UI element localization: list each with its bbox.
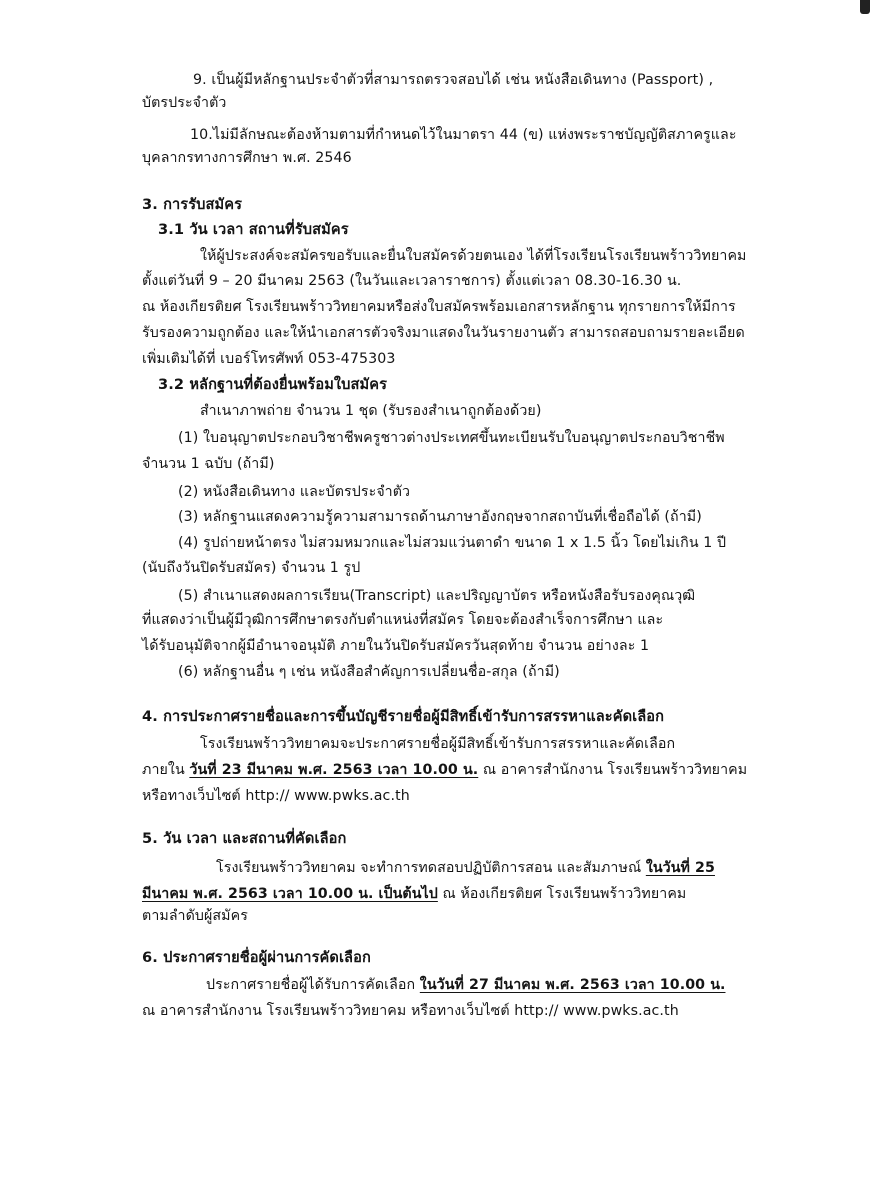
section-3-1-line-2: ตั้งแต่วันที่ 9 – 20 มีนาคม 2563 (ในวันและเวลาราชการ) ตั้งแต่เวลา 08.30-16.30 น. bbox=[142, 273, 682, 289]
scan-edge-mark bbox=[860, 0, 870, 14]
selection-date-part-2: มีนาคม พ.ศ. 2563 เวลา 10.00 น. เป็นต้นไป bbox=[142, 886, 438, 902]
section-4-line-2-prefix: ภายใน bbox=[142, 762, 190, 778]
document-item-5-line-3: ได้รับอนุมัติจากผู้มีอำนาจอนุมัติ ภายในวันปิดรับสมัครวันสุดท้าย จำนวน อย่างละ 1 bbox=[142, 638, 650, 654]
document-item-4-line-1: (4) รูปถ่ายหน้าตรง ไม่สวมหมวกและไม่สวมแว่นตาดำ ขนาด 1 x 1.5 นิ้ว โดยไม่เกิน 1 ปี bbox=[178, 535, 727, 551]
document-item-5-line-2: ที่แสดงว่าเป็นผู้มีวุฒิการศึกษาตรงกับตำแหน่งที่สมัคร โดยจะต้องสำเร็จการศึกษา และ bbox=[142, 612, 664, 628]
qualification-9-line-1: 9. เป็นผู้มีหลักฐานประจำตัวที่สามารถตรวจสอบได้ เช่น หนังสือเดินทาง (Passport) , bbox=[193, 72, 714, 88]
section-4-heading: 4. การประกาศรายชื่อและการขึ้นบัญชีรายชื่อผู้มีสิทธิ์เข้ารับการสรรหาและคัดเลือก bbox=[142, 708, 665, 725]
section-5-line-1 bbox=[216, 858, 715, 878]
section-3-2-intro: สำเนาภาพถ่าย จำนวน 1 ชุด (รับรองสำเนาถูกต้องด้วย) bbox=[200, 403, 542, 419]
qualification-10-line-2: บุคลากรทางการศึกษา พ.ศ. 2546 bbox=[142, 150, 352, 166]
announcement-date: วันที่ 23 มีนาคม พ.ศ. 2563 เวลา 10.00 น. bbox=[189, 762, 479, 778]
section-4-line-2-suffix: ณ อาคารสำนักงาน โรงเรียนพร้าววิทยาคม bbox=[478, 762, 748, 778]
section-6-line-2: ณ อาคารสำนักงาน โรงเรียนพร้าววิทยาคม หรือทางเว็บไซต์ http:// www.pwks.ac.th bbox=[142, 1003, 679, 1019]
section-3-heading: 3. การรับสมัคร bbox=[142, 196, 243, 213]
section-3-2-heading: 3.2 หลักฐานที่ต้องยื่นพร้อมใบสมัคร bbox=[158, 376, 388, 393]
section-3-1-heading: 3.1 วัน เวลา สถานที่รับสมัคร bbox=[158, 221, 349, 238]
section-5-heading: 5. วัน เวลา และสถานที่คัดเลือก bbox=[142, 830, 347, 847]
document-item-2: (2) หนังสือเดินทาง และบัตรประจำตัว bbox=[178, 484, 411, 500]
document-item-5-line-1: (5) สำเนาแสดงผลการเรียน(Transcript) และปริญญาบัตร หรือหนังสือรับรองคุณวุฒิ bbox=[178, 588, 696, 604]
section-3-1-line-3: ณ ห้องเกียรติยศ โรงเรียนพร้าววิทยาคมหรือส่งใบสมัครพร้อมเอกสารหลักฐาน ทุกรายการให้มีการ bbox=[142, 299, 736, 315]
selection-date-part-1: ในวันที่ 25 bbox=[645, 860, 715, 876]
section-5-line-2 bbox=[142, 884, 686, 904]
section-3-1-line-4: รับรองความถูกต้อง และให้นำเอกสารตัวจริงมาแสดงในวันรายงานตัว สามารถสอบถามรายละเอียด bbox=[142, 325, 745, 341]
section-6-heading: 6. ประกาศรายชื่อผู้ผ่านการคัดเลือก bbox=[142, 949, 371, 966]
section-4-line-2 bbox=[142, 760, 747, 780]
section-4-line-1: โรงเรียนพร้าววิทยาคมจะประกาศรายชื่อผู้มีสิทธิ์เข้ารับการสรรหาและคัดเลือก bbox=[200, 736, 676, 752]
section-6-line-1 bbox=[206, 975, 725, 995]
document-item-1-line-1: (1) ใบอนุญาตประกอบวิชาชีพครูชาวต่างประเทศขึ้นทะเบียนรับใบอนุญาตประกอบวิชาชีพ bbox=[178, 430, 725, 446]
result-date: ในวันที่ 27 มีนาคม พ.ศ. 2563 เวลา 10.00 น. bbox=[419, 977, 726, 993]
section-5-line-2-suffix: ณ ห้องเกียรติยศ โรงเรียนพร้าววิทยาคม bbox=[437, 886, 687, 902]
section-3-1-line-1: ให้ผู้ประสงค์จะสมัครขอรับและยื่นใบสมัครด้วยตนเอง ได้ที่โรงเรียนโรงเรียนพร้าววิทยาคม bbox=[200, 248, 747, 264]
document-item-6: (6) หลักฐานอื่น ๆ เช่น หนังสือสำคัญการเปลี่ยนชื่อ-สกุล (ถ้ามี) bbox=[178, 664, 560, 680]
section-5-line-3: ตามลำดับผู้สมัคร bbox=[142, 908, 248, 924]
section-4-line-3: หรือทางเว็บไซต์ http:// www.pwks.ac.th bbox=[142, 788, 410, 804]
document-item-4-line-2: (นับถึงวันปิดรับสมัคร) จำนวน 1 รูป bbox=[142, 560, 361, 576]
qualification-10-line-1: 10.ไม่มีลักษณะต้องห้ามตามที่กำหนดไว้ในมาตรา 44 (ข) แห่งพระราชบัญญัติสภาครูและ bbox=[190, 127, 737, 143]
section-5-line-1-prefix: โรงเรียนพร้าววิทยาคม จะทำการทดสอบปฏิบัติการสอน และสัมภาษณ์ bbox=[216, 860, 646, 876]
section-6-line-1-prefix: ประกาศรายชื่อผู้ได้รับการคัดเลือก bbox=[206, 977, 420, 993]
qualification-9-line-2: บัตรประจำตัว bbox=[142, 95, 227, 111]
section-3-1-line-5: เพิ่มเติมได้ที่ เบอร์โทรศัพท์ 053-475303 bbox=[142, 351, 396, 367]
document-item-3: (3) หลักฐานแสดงความรู้ความสามารถด้านภาษาอังกฤษจากสถาบันที่เชื่อถือได้ (ถ้ามี) bbox=[178, 509, 702, 525]
document-item-1-line-2: จำนวน 1 ฉบับ (ถ้ามี) bbox=[142, 456, 275, 472]
